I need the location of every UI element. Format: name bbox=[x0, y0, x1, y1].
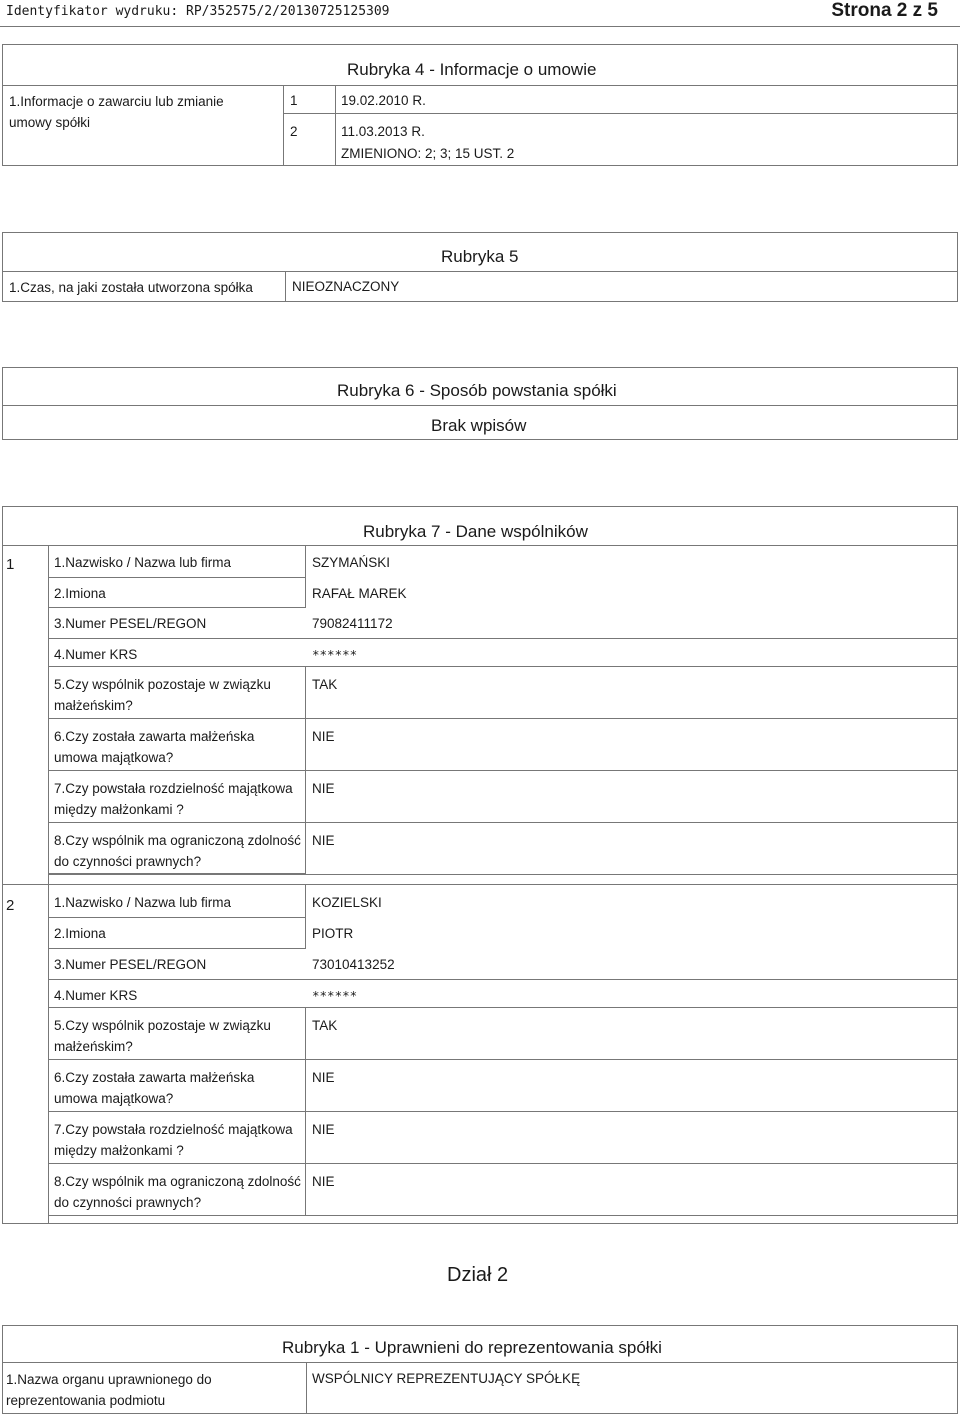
partner-label-q7: 7.Czy powstała rozdzielność majątkowa między małżonkami ? bbox=[54, 1122, 293, 1158]
rubryka6-section bbox=[2, 367, 958, 440]
partner-number: 1 bbox=[6, 556, 15, 573]
partner-label-pesel: 3.Numer PESEL/REGON bbox=[54, 616, 207, 631]
partner-label-krs: 4.Numer KRS bbox=[54, 647, 138, 662]
partner-q5: TAK bbox=[312, 1018, 338, 1033]
rubryka5-title: Rubryka 5 bbox=[441, 247, 519, 266]
partner-label-imiona: 2.Imiona bbox=[54, 586, 106, 601]
rubryka4-entry-num: 2 bbox=[290, 124, 298, 139]
dzial2-rubryka1-value: WSPÓLNICY REPREZENTUJĄCY SPÓŁKĘ bbox=[312, 1371, 581, 1386]
page-number: Strona 2 z 5 bbox=[831, 0, 938, 21]
partner-pesel: 79082411172 bbox=[312, 616, 393, 631]
partner-q7: NIE bbox=[312, 1122, 335, 1137]
partner-nazwisko: SZYMAŃSKI bbox=[312, 555, 391, 570]
rubryka4-label: 1.Informacje o zawarciu lub zmianie umowy spółki bbox=[9, 94, 224, 130]
rubryka5-label: 1.Czas, na jaki została utworzona spółka bbox=[9, 280, 253, 295]
partner-label-nazwisko: 1.Nazwisko / Nazwa lub firma bbox=[54, 895, 232, 910]
partner-krs: ****** bbox=[312, 988, 358, 1003]
rubryka7-title: Rubryka 7 - Dane wspólników bbox=[363, 522, 588, 541]
partner-krs: ****** bbox=[312, 647, 358, 662]
partner-imiona: PIOTR bbox=[312, 926, 354, 941]
partner-imiona: RAFAŁ MAREK bbox=[312, 586, 407, 601]
rubryka4-entry-date: 11.03.2013 R. bbox=[341, 124, 425, 139]
partner-pesel: 73010413252 bbox=[312, 957, 395, 972]
partner-label-krs: 4.Numer KRS bbox=[54, 988, 138, 1003]
rubryka5-label-cell bbox=[2, 271, 286, 302]
partner-q6: NIE bbox=[312, 1070, 335, 1085]
rubryka4-entry-num: 1 bbox=[290, 93, 298, 108]
partner-label-q8: 8.Czy wspólnik ma ograniczoną zdolność do czynności prawnych? bbox=[54, 833, 301, 869]
partner-q5: TAK bbox=[312, 677, 338, 692]
rubryka6-title: Rubryka 6 - Sposób powstania spółki bbox=[337, 381, 617, 400]
rubryka4-title: Rubryka 4 - Informacje o umowie bbox=[347, 60, 597, 79]
header-divider bbox=[0, 26, 960, 27]
partner-label-q8: 8.Czy wspólnik ma ograniczoną zdolność do czynności prawnych? bbox=[54, 1174, 301, 1210]
partner-label-q6: 6.Czy została zawarta małżeńska umowa majątkowa? bbox=[54, 729, 255, 765]
rubryka6-empty: Brak wpisów bbox=[431, 416, 527, 435]
rubryka5-value: NIEOZNACZONY bbox=[292, 279, 400, 294]
rubryka4-entry-date: 19.02.2010 R. bbox=[341, 93, 426, 108]
partner-label-pesel: 3.Numer PESEL/REGON bbox=[54, 957, 207, 972]
partner-label-q7: 7.Czy powstała rozdzielność majątkowa między małżonkami ? bbox=[54, 781, 293, 817]
partner-label-nazwisko: 1.Nazwisko / Nazwa lub firma bbox=[54, 555, 232, 570]
partner-label-imiona: 2.Imiona bbox=[54, 926, 106, 941]
partner-label-q5: 5.Czy wspólnik pozostaje w związku małżeńskim? bbox=[54, 677, 271, 713]
partner-nazwisko: KOZIELSKI bbox=[312, 895, 382, 910]
print-identifier: Identyfikator wydruku: RP/352575/2/20130725125309 bbox=[6, 4, 390, 19]
dzial2-rubryka1-label: 1.Nazwa organu uprawnionego do reprezentowania podmiotu bbox=[6, 1372, 212, 1408]
partner-q8: NIE bbox=[312, 833, 335, 848]
dzial-title: Dział 2 bbox=[447, 1264, 509, 1286]
dzial2-rubryka1-title: Rubryka 1 - Uprawnieni do reprezentowania spółki bbox=[282, 1338, 662, 1357]
partner-q8: NIE bbox=[312, 1174, 335, 1189]
rubryka4-label-cell bbox=[2, 85, 284, 166]
partner-label-q6: 6.Czy została zawarta małżeńska umowa majątkowa? bbox=[54, 1070, 255, 1106]
partner-label-q5: 5.Czy wspólnik pozostaje w związku małżeńskim? bbox=[54, 1018, 271, 1054]
partner-q7: NIE bbox=[312, 781, 335, 796]
partner-q6: NIE bbox=[312, 729, 335, 744]
rubryka4-entry-change: ZMIENIONO: 2; 3; 15 UST. 2 bbox=[341, 146, 515, 161]
partner-number: 2 bbox=[6, 897, 15, 914]
